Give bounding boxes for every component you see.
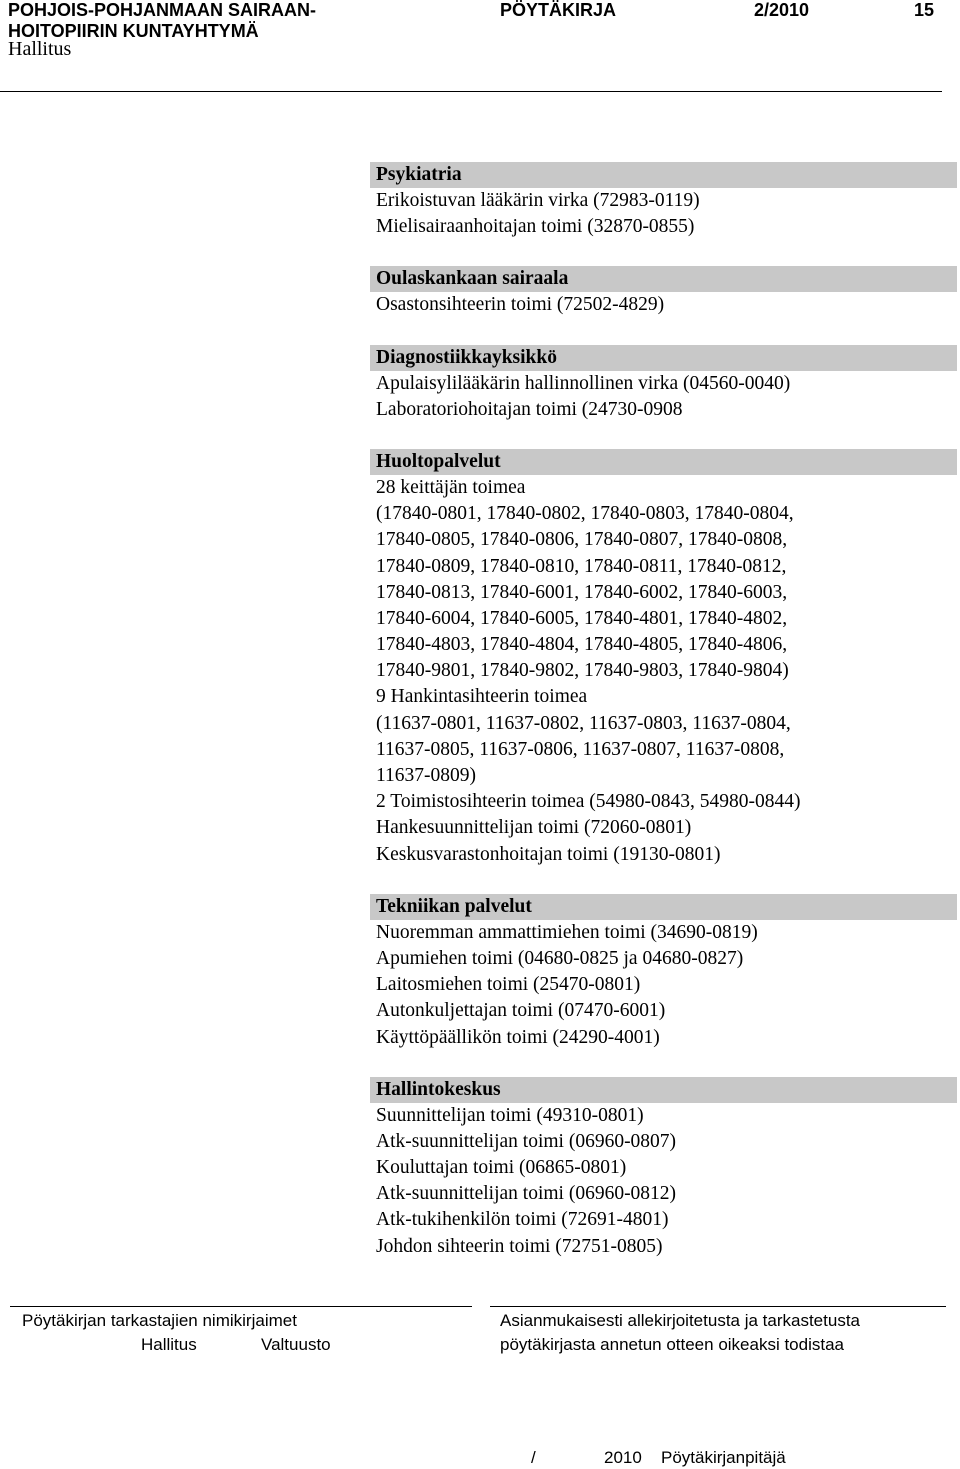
page-number: 15 <box>914 0 935 20</box>
body-name: Hallitus <box>8 38 72 60</box>
section-line: Nuoremman ammattimiehen toimi (34690-0819) <box>376 921 758 943</box>
section-line: Mielisairaanhoitajan toimi (32870-0855) <box>376 216 695 238</box>
section-line: 17840-9801, 17840-9802, 17840-9803, 17840-9804) <box>376 660 789 682</box>
record-keeper-label: Pöytäkirjanpitäjä <box>661 1448 786 1467</box>
initials-board-label: Hallitus <box>141 1335 197 1354</box>
section-line: Atk-tukihenkilön toimi (72691-4801) <box>376 1209 669 1231</box>
section-line: 17840-0809, 17840-0810, 17840-0811, 17840-0812, <box>376 555 787 577</box>
section-line: 2 Toimistosihteerin toimea (54980-0843, 54980-0844) <box>376 791 801 813</box>
section <box>370 162 957 240</box>
section-line: Suunnittelijan toimi (49310-0801) <box>376 1104 644 1126</box>
section-line: Atk-suunnittelijan toimi (06960-0807) <box>376 1130 677 1152</box>
section-line: 11637-0805, 11637-0806, 11637-0807, 11637-0808, <box>376 738 785 760</box>
section-title: Huoltopalvelut <box>370 449 957 475</box>
date-slash: / <box>531 1448 536 1467</box>
section-line: 17840-6004, 17840-6005, 17840-4801, 17840-4802, <box>376 607 788 629</box>
section-line: Käyttöpäällikön toimi (24290-4001) <box>376 1026 660 1048</box>
section-line: (11637-0801, 11637-0802, 11637-0803, 11637-0804, <box>376 712 791 734</box>
header-divider <box>0 91 942 92</box>
section <box>370 345 957 423</box>
section-line: Laitosmiehen toimi (25470-0801) <box>376 974 641 996</box>
section-title: Tekniikan palvelut <box>370 894 957 920</box>
section-title: Psykiatria <box>370 162 957 188</box>
position-list <box>370 162 957 1286</box>
organization-name <box>8 0 316 42</box>
section <box>370 894 957 1051</box>
section-line: Autonkuljettajan toimi (07470-6001) <box>376 1000 666 1022</box>
section <box>370 1077 957 1260</box>
date-year: 2010 <box>604 1448 642 1467</box>
section <box>370 449 957 868</box>
section-line: 17840-4803, 17840-4804, 17840-4805, 17840-4806, <box>376 634 788 656</box>
document-type: PÖYTÄKIRJA <box>500 0 617 20</box>
section-title: Hallintokeskus <box>370 1077 957 1103</box>
section-line: Apumiehen toimi (04680-0825 ja 04680-0827) <box>376 947 744 969</box>
section-line: Laboratoriohoitajan toimi (24730-0908 <box>376 398 683 420</box>
section-line: Kouluttajan toimi (06865-0801) <box>376 1157 627 1179</box>
initials-title: Pöytäkirjan tarkastajien nimikirjaimet <box>22 1311 297 1330</box>
section-line: 17840-0813, 17840-6001, 17840-6002, 17840-6003, <box>376 581 788 603</box>
section-line: Apulaisylilääkärin hallinnollinen virka (04560-0040) <box>376 372 791 394</box>
section-title: Diagnostiikkayksikkö <box>370 345 957 371</box>
section-line: 17840-0805, 17840-0806, 17840-0807, 17840-0808, <box>376 529 788 551</box>
section-line: 28 keittäjän toimea <box>376 476 526 498</box>
section-line: 11637-0809) <box>376 765 477 786</box>
document-number: 2/2010 <box>754 0 810 20</box>
section-line: Johdon sihteerin toimi (72751-0805) <box>376 1235 663 1257</box>
organization-name-line1: POHJOIS-POHJANMAAN SAIRAAN- <box>8 0 317 20</box>
section-line: (17840-0801, 17840-0802, 17840-0803, 17840-0804, <box>376 503 794 525</box>
section <box>370 266 957 318</box>
section-line: Erikoistuvan lääkärin virka (72983-0119) <box>376 190 700 211</box>
certification-line1: Asianmukaisesti allekirjoitetusta ja tarkastetusta <box>500 1311 860 1330</box>
footer-divider-right <box>490 1306 946 1307</box>
section-line: Hankesuunnittelijan toimi (72060-0801) <box>376 817 692 839</box>
section-line: Keskusvarastonhoitajan toimi (19130-0801) <box>376 843 721 865</box>
organization-name-line2: HOITOPIIRIN KUNTAYHTYMÄ <box>8 21 259 41</box>
section-line: 9 Hankintasihteerin toimea <box>376 686 588 708</box>
footer-divider-left <box>10 1306 472 1307</box>
section-line: Osastonsihteerin toimi (72502-4829) <box>376 294 665 316</box>
initials-council-label: Valtuusto <box>261 1335 331 1354</box>
section-title: Oulaskankaan sairaala <box>370 266 957 292</box>
certification-line2: pöytäkirjasta annetun otteen oikeaksi todistaa <box>500 1335 845 1354</box>
section-line: Atk-suunnittelijan toimi (06960-0812) <box>376 1183 677 1205</box>
